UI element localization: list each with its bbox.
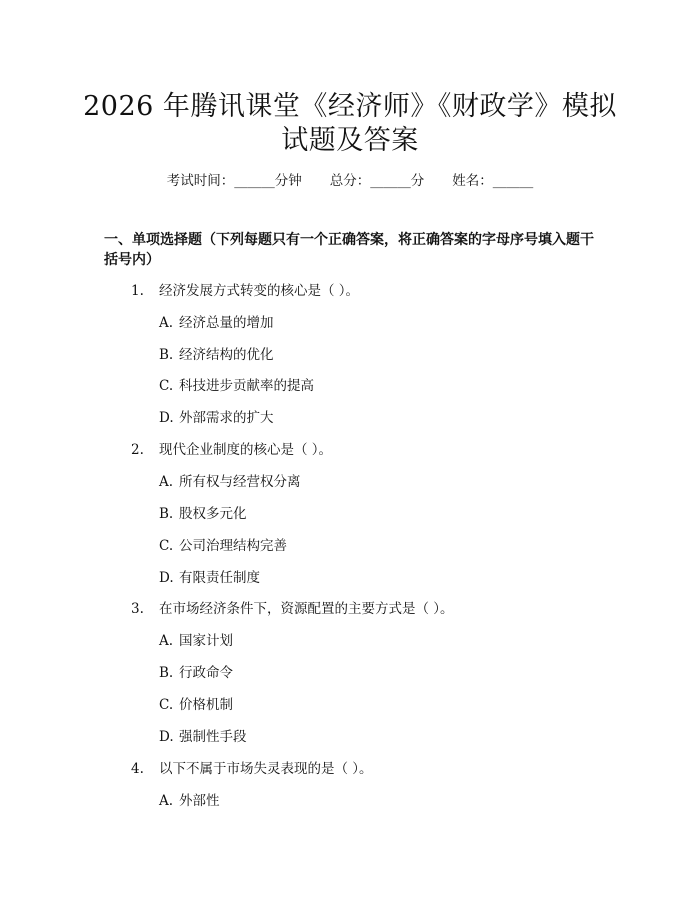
option-letter: C. [159, 538, 174, 554]
option-letter: A. [159, 474, 174, 490]
option-letter: A. [159, 633, 174, 649]
option-text: 经济总量的增加 [179, 315, 274, 331]
option-text: 科技进步贡献率的提高 [179, 378, 314, 394]
option-letter: C. [159, 697, 174, 713]
question-number: 2. [131, 442, 144, 458]
option-text: 外部性 [179, 793, 220, 809]
option-letter: D. [159, 410, 174, 426]
question-1-option-d [159, 409, 274, 427]
option-letter: B. [159, 506, 174, 522]
question-3-option-b [159, 664, 233, 682]
option-letter: D. [159, 729, 174, 745]
question-1-option-c [159, 377, 314, 395]
option-letter: C. [159, 378, 174, 394]
question-2-option-c [159, 537, 287, 555]
question-text: 经济发展方式转变的核心是（ ）。 [159, 283, 360, 299]
student-name-label: 姓名：______ [452, 173, 534, 189]
question-2 [131, 441, 332, 459]
option-text: 所有权与经营权分离 [179, 474, 301, 490]
option-text: 强制性手段 [179, 729, 247, 745]
question-number: 4. [131, 761, 144, 777]
question-4-option-a [159, 792, 220, 810]
question-1-option-a [159, 314, 274, 332]
section-heading-line2: 括号内） [104, 252, 160, 268]
option-text: 行政命令 [179, 665, 233, 681]
option-text: 公司治理结构完善 [179, 538, 287, 554]
option-text: 有限责任制度 [179, 570, 260, 586]
option-text: 经济结构的优化 [179, 347, 274, 363]
document-title-line1: 2026 年腾讯课堂《经济师》《财政学》模拟 [83, 91, 617, 122]
question-2-option-d [159, 569, 260, 587]
question-3-option-c [159, 696, 233, 714]
question-3-option-a [159, 632, 233, 650]
question-2-option-b [159, 505, 247, 523]
question-number: 3. [131, 601, 144, 617]
question-1 [131, 282, 359, 300]
option-text: 国家计划 [179, 633, 233, 649]
exam-time-label: 考试时间：______分钟 [166, 173, 302, 189]
question-text: 以下不属于市场失灵表现的是（ ）。 [159, 761, 373, 777]
option-text: 外部需求的扩大 [179, 410, 274, 426]
option-letter: A. [159, 793, 174, 809]
option-letter: A. [159, 315, 174, 331]
option-text: 股权多元化 [179, 506, 247, 522]
question-text: 现代企业制度的核心是（ ）。 [159, 442, 333, 458]
question-4 [131, 760, 373, 778]
question-3 [131, 600, 454, 618]
option-letter: B. [159, 347, 174, 363]
question-3-option-d [159, 728, 247, 746]
section-heading-line1: 一、单项选择题（下列每题只有一个正确答案，将正确答案的字母序号填入题干 [104, 232, 594, 248]
document-title-line2: 试题及答案 [281, 125, 419, 156]
option-letter: D. [159, 570, 174, 586]
option-letter: B. [159, 665, 174, 681]
section-heading [104, 230, 600, 270]
total-score-label: 总分：______分 [329, 173, 425, 189]
option-text: 价格机制 [179, 697, 233, 713]
question-2-option-a [159, 473, 301, 491]
question-1-option-b [159, 346, 274, 364]
question-number: 1. [131, 283, 144, 299]
question-text: 在市场经济条件下，资源配置的主要方式是（ ）。 [159, 601, 454, 617]
exam-info [0, 169, 700, 189]
